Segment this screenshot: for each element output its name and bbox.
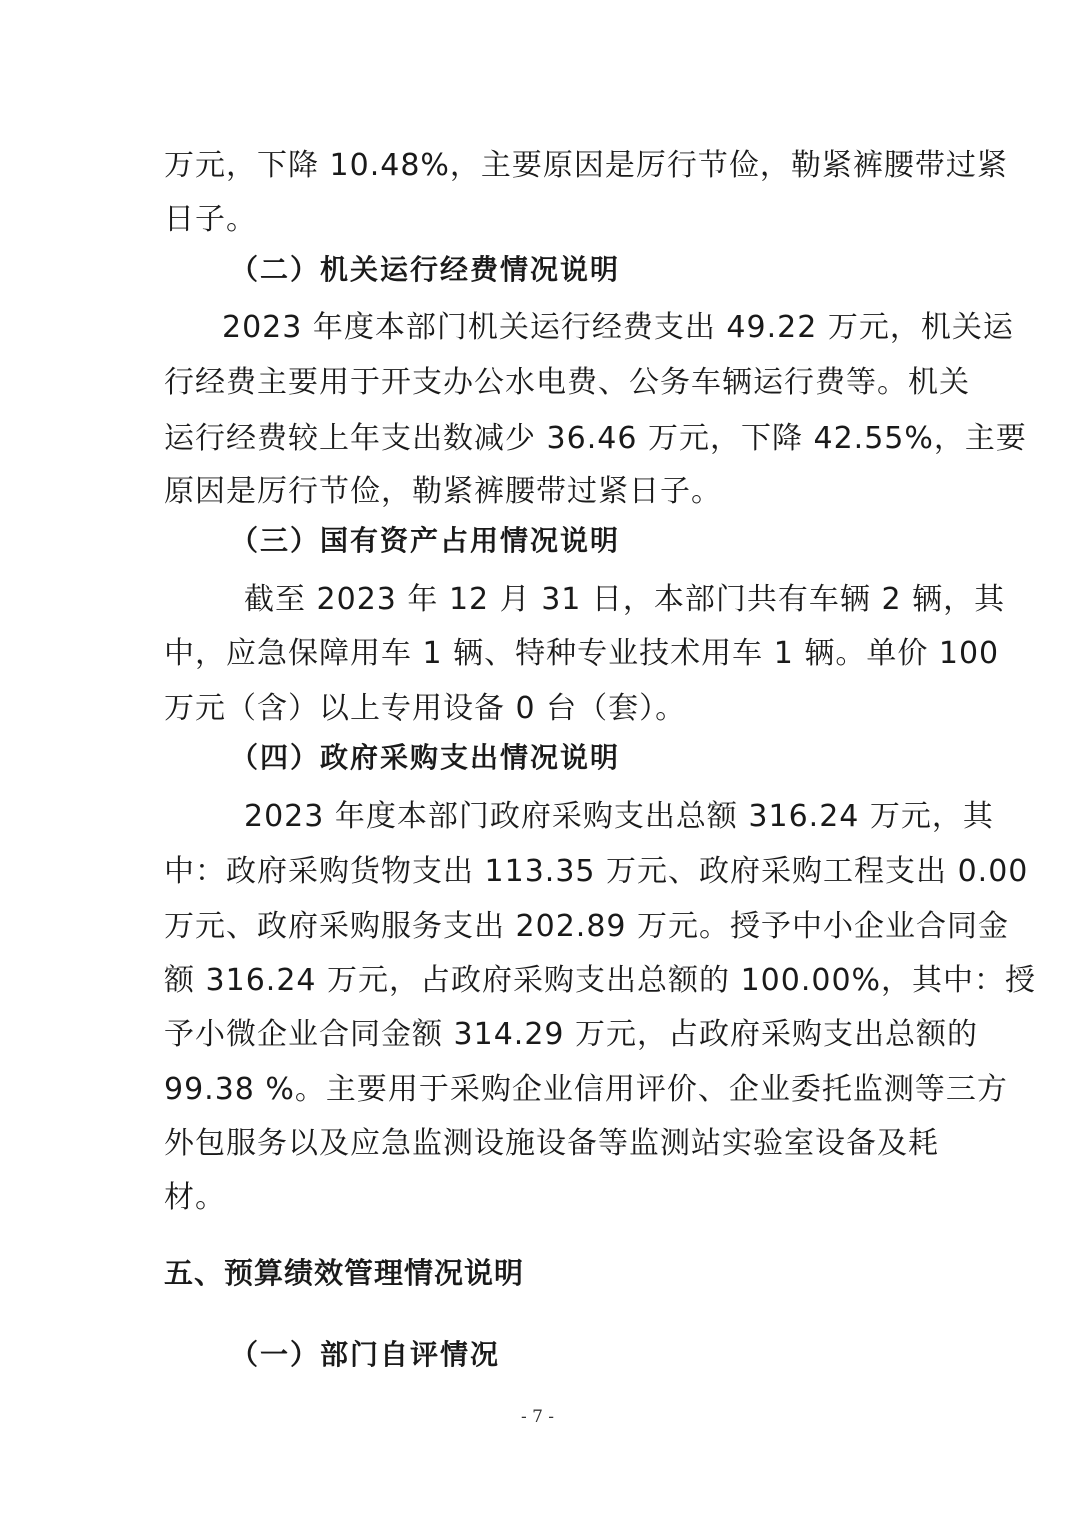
paragraph-line: 予小微企业合同金额 314.29 万元，占政府采购支出总额的 xyxy=(164,1017,979,1052)
paragraph-line: 原因是厉行节俭，勒紧裤腰带过紧日子。 xyxy=(164,474,722,509)
paragraph-line: 材。 xyxy=(164,1180,226,1215)
paragraph-line: 截至 2023 年 12 月 31 日，本部门共有车辆 2 辆，其 xyxy=(244,582,1006,617)
paragraph-line: 中：政府采购货物支出 113.35 万元、政府采购工程支出 0.00 xyxy=(164,854,1029,889)
section-heading-4: （四）政府采购支出情况说明 xyxy=(230,741,621,774)
section-heading-5: 五、预算绩效管理情况说明 xyxy=(164,1256,525,1290)
paragraph-line: 行经费主要用于开支办公水电费、公务车辆运行费等。机关 xyxy=(164,365,970,400)
paragraph-line: 运行经费较上年支出数减少 36.46 万元，下降 42.55%，主要 xyxy=(164,421,1027,456)
paragraph-line: 2023 年度本部门政府采购支出总额 316.24 万元，其 xyxy=(244,799,994,834)
paragraph-line: 99.38 %。主要用于采购企业信用评价、企业委托监测等三方 xyxy=(164,1072,1008,1107)
paragraph-line: 日子。 xyxy=(164,202,257,237)
page-number: - 7 - xyxy=(520,1407,555,1427)
paragraph-line: 万元（含）以上专用设备 0 台（套）。 xyxy=(164,691,687,726)
paragraph-line: 万元，下降 10.48%，主要原因是厉行节俭，勒紧裤腰带过紧 xyxy=(164,148,1008,183)
subsection-heading-self-evaluation: （一）部门自评情况 xyxy=(230,1338,501,1371)
section-heading-3: （三）国有资产占用情况说明 xyxy=(230,524,621,557)
paragraph-line: 万元、政府采购服务支出 202.89 万元。授予中小企业合同金 xyxy=(164,909,1010,944)
paragraph-line: 外包服务以及应急监测设施设备等监测站实验室设备及耗 xyxy=(164,1126,939,1161)
paragraph-line: 额 316.24 万元，占政府采购支出总额的 100.00%，其中：授 xyxy=(164,963,1037,998)
paragraph-line: 2023 年度本部门机关运行经费支出 49.22 万元，机关运 xyxy=(222,310,1014,345)
section-heading-2: （二）机关运行经费情况说明 xyxy=(230,253,621,286)
paragraph-line: 中，应急保障用车 1 辆、特种专业技术用车 1 辆。单价 100 xyxy=(164,636,1000,671)
